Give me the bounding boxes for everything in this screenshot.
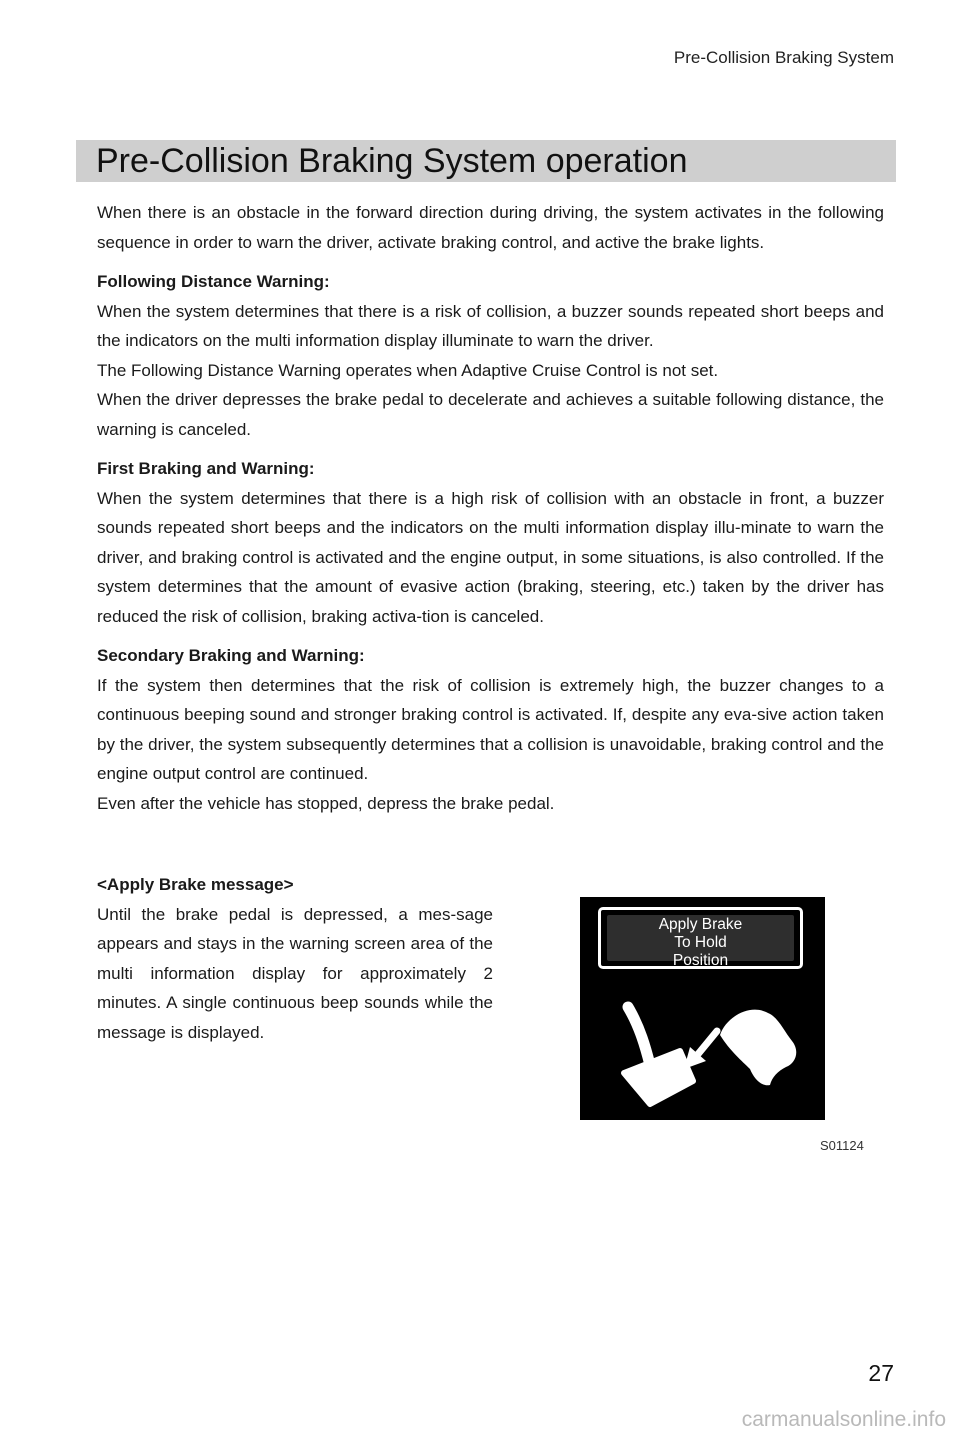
- following-distance-section: [97, 267, 884, 444]
- following-line-1: When the system determines that there is a risk of collision, a buzzer sounds repeated short beeps and the indicators on the multi information display illuminate to warn the driver.: [97, 301, 884, 350]
- message-line-1: Apply Brake: [658, 916, 743, 933]
- first-braking-section: [97, 454, 884, 631]
- secondary-braking-heading: Secondary Braking and Warning:: [97, 646, 365, 665]
- figure-code: S01124: [820, 1138, 864, 1153]
- first-braking-text: When the system determines that there is a high risk of collision with an obstacle in front, a buzzer sounds repeated short beeps and the indicators on the multi information display illu-minate to warn the driver, and braking control is activated and the engine output, in some situations, is also controlled. If the system determines that the amount of evasive action (braking, steering, etc.) taken by the driver has reduced the risk of collision, braking activa-tion is canceled.: [97, 488, 884, 626]
- following-distance-heading: Following Distance Warning:: [97, 272, 330, 291]
- watermark: carmanualsonline.info: [741, 1408, 946, 1431]
- apply-brake-text: Until the brake pedal is depressed, a mes-sage appears and stays in the warning screen area of the multi information display for approximately 2 minutes. A single continuous beep sounds while the message is displayed.: [97, 904, 493, 1042]
- pedal-arm-icon: [628, 1007, 650, 1065]
- brake-pedal-illustration: [580, 987, 825, 1120]
- brake-pedal-icon: [624, 1051, 693, 1104]
- apply-brake-message-frame: [598, 907, 803, 969]
- secondary-braking-section: [97, 641, 884, 818]
- apply-brake-message: [607, 915, 794, 969]
- secondary-line-1: If the system then determines that the risk of collision is extremely high, the buzzer changes to a continuous beeping sound and stronger braking control is activated. If, despite any eva-sive action taken by the driver, the system subsequently determines that a collision is unavoidable, braking control and the engine output control are continued.: [97, 675, 884, 783]
- first-braking-heading: First Braking and Warning:: [97, 459, 315, 478]
- intro-paragraph: When there is an obstacle in the forward direction during driving, the system activates in the following sequence in order to warn the driver, activate braking control, and active the brake lights.: [97, 203, 884, 252]
- secondary-line-2: Even after the vehicle has stopped, depress the brake pedal.: [97, 793, 555, 813]
- message-line-3: Position: [672, 952, 729, 969]
- running-header: Pre-Collision Braking System: [673, 48, 894, 67]
- following-line-2: The Following Distance Warning operates when Adaptive Cruise Control is not set.: [97, 360, 719, 380]
- following-line-3: When the driver depresses the brake pedal to decelerate and achieves a suitable following distance, the warning is canceled.: [97, 390, 884, 439]
- body-text: [97, 198, 884, 828]
- page-number: 27: [868, 1360, 894, 1386]
- section-title-bar: [76, 140, 896, 182]
- message-line-2: To Hold: [674, 934, 727, 951]
- foot-icon: [720, 1010, 796, 1086]
- section-title: Pre-Collision Braking System operation: [96, 142, 688, 180]
- apply-brake-heading: <Apply Brake message>: [97, 875, 294, 894]
- multi-information-display-figure: [580, 897, 825, 1120]
